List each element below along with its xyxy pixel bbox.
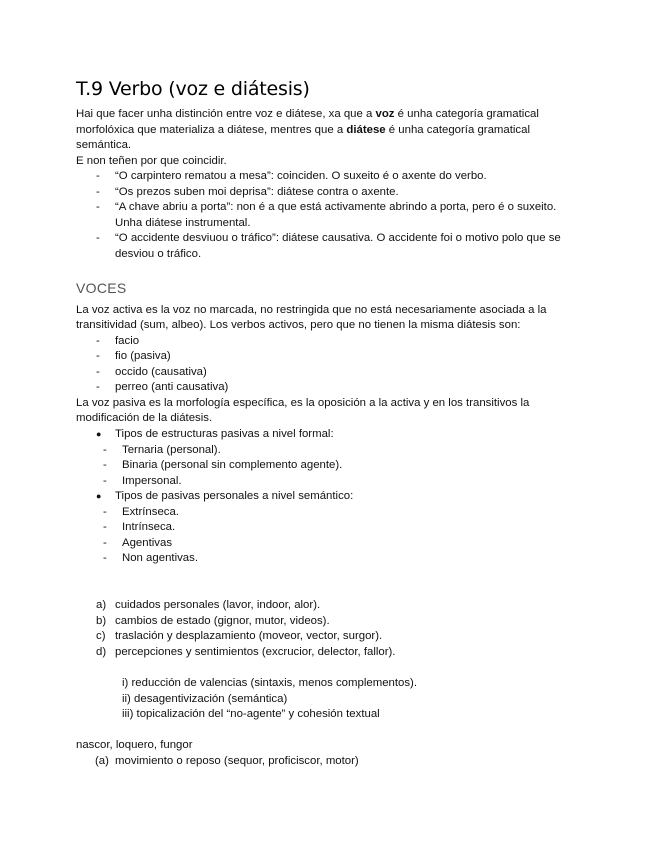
active-item: facio	[115, 335, 140, 347]
list-dash: -	[96, 381, 100, 393]
semantic-item: Agentivas	[122, 537, 173, 549]
example-item-cont: Unha diátese instrumental.	[115, 217, 251, 229]
lettered-item: traslación y desplazamiento (moveor, vector, surgor).	[115, 630, 383, 642]
lettered-item: cambios de estado (gignor, mutor, videos).	[115, 615, 330, 627]
example-item-cont: desviou o tráfico.	[115, 248, 202, 260]
list-dash: -	[96, 170, 100, 182]
list-dash: -	[96, 186, 100, 198]
letter-marker: d)	[96, 646, 107, 658]
letter-marker: a)	[96, 599, 107, 611]
active-line-2: transitividad (sum, albeo). Los verbos activos, pero que no tienen la misma diátesis son:	[76, 319, 521, 331]
passive-line-1: La voz pasiva es la morfología específica, es la oposición a la activa y en los transitivos la	[76, 397, 530, 409]
formal-title: Tipos de estructuras pasivas a nivel formal:	[115, 428, 334, 440]
list-dash: -	[96, 366, 100, 378]
lettered-item: cuidados personales (lavor, indoor, alor).	[115, 599, 321, 611]
lettered-item: percepciones y sentimientos (excrucior, delector, fallor).	[115, 646, 396, 658]
intro-line-2: morfolóxica que materializa a diátese, mentres que a diátese é unha categoría gramatical	[76, 124, 530, 136]
list-dash: -	[103, 444, 107, 456]
intro-line-4: E non teñen por que coincidir.	[76, 155, 227, 167]
example-item: “O accidente desviuou o tráfico”: diátese causativa. O accidente foi o motivo polo que se	[115, 232, 561, 244]
example-item: “O carpintero rematou a mesa”: coinciden. O suxeito é o axente do verbo.	[115, 170, 487, 182]
roman-item: i) reducción de valencias (sintaxis, menos complementos).	[122, 677, 418, 689]
list-dash: -	[103, 552, 107, 564]
formal-item: Impersonal.	[122, 475, 182, 487]
active-item: occido (causativa)	[115, 366, 207, 378]
intro-line-3: semántica.	[76, 139, 132, 151]
letter-marker: b)	[96, 615, 107, 627]
final-line: nascor, loquero, fungor	[76, 739, 193, 751]
list-dash: -	[103, 506, 107, 518]
list-dash: -	[96, 335, 100, 347]
list-dash: -	[96, 232, 100, 244]
bullet-marker: ●	[96, 491, 102, 501]
bullet-marker: ●	[96, 429, 102, 439]
list-dash: -	[103, 537, 107, 549]
list-dash: -	[96, 201, 100, 213]
term-diatese: diátese	[346, 124, 386, 136]
active-item: perreo (anti causativa)	[115, 381, 229, 393]
list-dash: -	[103, 459, 107, 471]
letter-marker: c)	[96, 630, 106, 642]
section-heading: VOCES	[76, 280, 127, 296]
list-dash: -	[103, 475, 107, 487]
passive-line-2: modificación de la diátesis.	[76, 412, 213, 424]
formal-item: Binaria (personal sin complemento agente).	[122, 459, 343, 471]
list-dash: -	[103, 521, 107, 533]
term-voz: voz	[375, 108, 395, 120]
roman-item: ii) desagentivización (semántica)	[122, 693, 288, 705]
semantic-item: Intrínseca.	[122, 521, 176, 533]
active-line-1: La voz activa es la voz no marcada, no restringida que no está necesariamente asociada a la	[76, 304, 547, 316]
intro-line-1: Hai que facer unha distinción entre voz e diátese, xa que a voz é unha categoría gramatical	[76, 108, 539, 120]
final-marker: (a)	[95, 755, 109, 767]
page-title: T.9 Verbo (voz e diátesis)	[76, 78, 310, 100]
semantic-item: Extrínseca.	[122, 506, 179, 518]
roman-item: iii) topicalización del “no-agente” y cohesión textual	[122, 708, 380, 720]
example-item: “A chave abriu a porta”: non é a que está activamente abrindo a porta, pero é o suxeito.	[115, 201, 557, 213]
semantic-title: Tipos de pasivas personales a nivel semántico:	[115, 490, 354, 502]
example-item: “Os prezos suben moi deprisa”: diátese contra o axente.	[115, 186, 399, 198]
final-item: movimiento o reposo (sequor, proficiscor, motor)	[115, 755, 359, 767]
formal-item: Ternaria (personal).	[122, 444, 221, 456]
active-item: fio (pasiva)	[115, 350, 171, 362]
list-dash: -	[96, 350, 100, 362]
semantic-item: Non agentivas.	[122, 552, 198, 564]
